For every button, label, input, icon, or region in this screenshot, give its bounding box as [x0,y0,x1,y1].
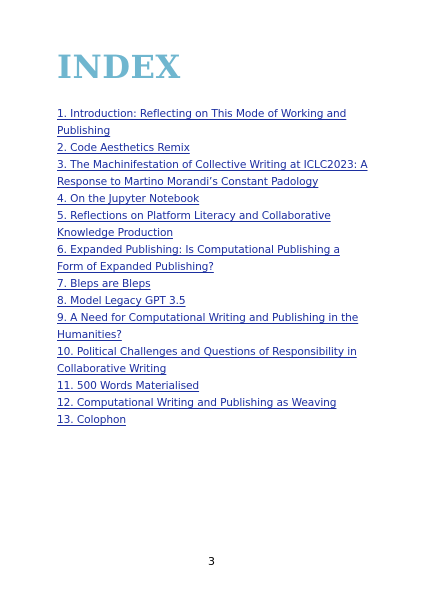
toc-link-3[interactable]: 3. The Machinifestation of Collective Writing at ICLC2023: A Response to Martino Morandi’s Constant Padology [57,159,368,188]
toc-item-12 [57,395,369,412]
toc-link-12[interactable]: 12. Computational Writing and Publishing as Weaving [57,397,337,409]
toc-item-7 [57,276,369,293]
toc-link-9[interactable]: 9. A Need for Computational Writing and Publishing in the Humanities? [57,312,359,341]
toc-item-5 [57,208,369,242]
toc-link-11[interactable]: 11. 500 Words Materialised [57,380,200,392]
toc-link-7[interactable]: 7. Bleps are Bleps [57,278,151,290]
toc-item-2 [57,140,369,157]
toc-link-10[interactable]: 10. Political Challenges and Questions of Responsibility in Collaborative Writing [57,346,357,375]
toc-link-4[interactable]: 4. On the Jupyter Notebook [57,193,200,205]
toc-item-11 [57,378,369,395]
page-number: 3 [208,555,215,568]
table-of-contents [57,106,369,429]
toc-item-4 [57,191,369,208]
toc-link-8[interactable]: 8. Model Legacy GPT 3.5 [57,295,186,307]
toc-item-13 [57,412,369,429]
toc-item-9 [57,310,369,344]
toc-link-5[interactable]: 5. Reflections on Platform Literacy and Collaborative Knowledge Production [57,210,331,239]
toc-item-1 [57,106,369,140]
toc-item-3 [57,157,369,191]
toc-link-13[interactable]: 13. Colophon [57,414,126,426]
toc-item-8 [57,293,369,310]
toc-item-10 [57,344,369,378]
toc-link-1[interactable]: 1. Introduction: Reflecting on This Mode of Working and Publishing [57,108,347,137]
toc-link-2[interactable]: 2. Code Aesthetics Remix [57,142,190,154]
toc-link-6[interactable]: 6. Expanded Publishing: Is Computational Publishing a Form of Expanded Publishing? [57,244,340,273]
page-title: INDEX [57,48,181,86]
toc-item-6 [57,242,369,276]
